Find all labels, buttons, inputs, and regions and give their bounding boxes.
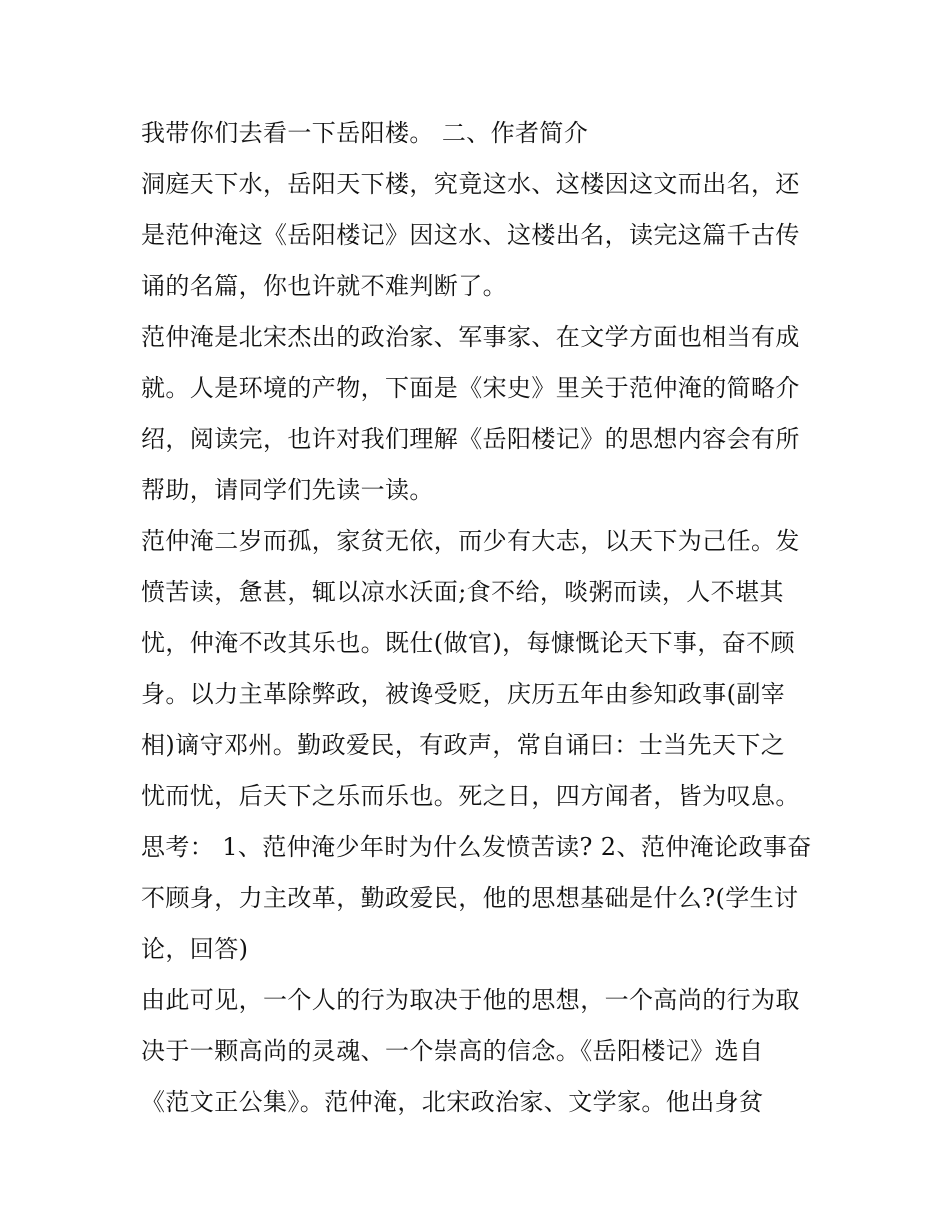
text-line: 相)谪守邓州。勤政爱民，有政声，常自诵曰：士当先天下之 — [141, 731, 786, 759]
text-line: 是范仲淹这《岳阳楼记》因这水、这楼出名，读完这篇千古传 — [141, 221, 800, 249]
text-line: 范仲淹是北宋杰出的政治家、军事家、在文学方面也相当有成 — [141, 323, 800, 351]
text-line: 帮助，请同学们先读一读。 — [141, 476, 434, 504]
text-line: 身。以力主革除弊政，被谗受贬，庆历五年由参知政事(副宰 — [141, 680, 786, 708]
text-line: 绍，阅读完，也许对我们理解《岳阳楼记》的思想内容会有所 — [141, 425, 800, 453]
text-line: 我带你们去看一下岳阳楼。 二、作者简介 — [141, 119, 589, 147]
text-line: 洞庭天下水，岳阳天下楼，究竟这水、这楼因这文而出名，还 — [141, 170, 800, 198]
document-body — [141, 108, 821, 1128]
text-line: 忧而忧，后天下之乐而乐也。死之日，四方闻者，皆为叹息。 — [141, 782, 800, 810]
text-line: 论，回答) — [141, 935, 249, 963]
text-line: 忧，仲淹不改其乐也。既仕(做官)，每慷慨论天下事，奋不顾 — [141, 629, 795, 657]
text-line: 决于一颗高尚的灵魂、一个崇高的信念。《岳阳楼记》选自 — [141, 1037, 764, 1065]
text-line: 思考： 1、范仲淹少年时为什么发愤苦读? 2、范仲淹论政事奋 — [141, 833, 812, 861]
text-line: 不顾身，力主改革，勤政爱民，他的思想基础是什么?(学生讨 — [141, 884, 799, 912]
text-line: 由此可见，一个人的行为取决于他的思想，一个高尚的行为取 — [141, 986, 800, 1014]
text-line: 就。人是环境的产物，下面是《宋史》里关于范仲淹的简略介 — [141, 374, 800, 402]
text-line: 范仲淹二岁而孤，家贫无依，而少有大志，以天下为己任。发 — [141, 527, 800, 555]
text-line: 愤苦读，惫甚，辄以凉水沃面;食不给，啖粥而读，人不堪其 — [141, 578, 784, 606]
text-line: 诵的名篇，你也许就不难判断了。 — [141, 272, 507, 300]
text-line: 《范文正公集》。范仲淹，北宋政治家、文学家。他出身贫 — [141, 1088, 764, 1116]
